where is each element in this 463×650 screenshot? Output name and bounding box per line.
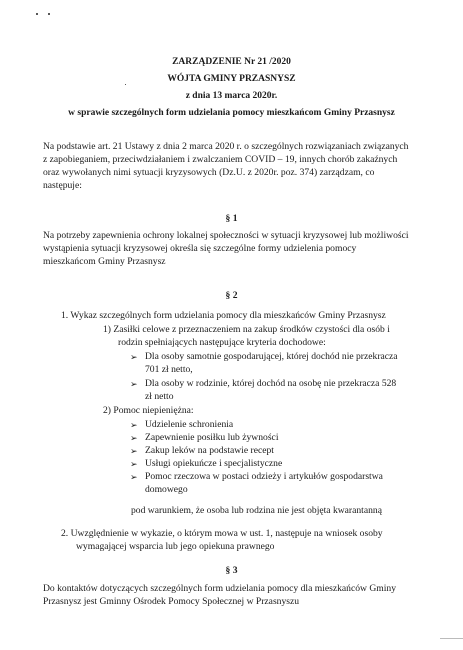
section-2-heading: § 2 <box>225 290 238 301</box>
section-3-line: Przasnysz jest Gminny Ośrodek Pomocy Społecznej w Przasnyszu <box>43 596 300 607</box>
bullet-line: Pomoc rzeczowa w postaci odzieży i artykułów gospodarstwa <box>145 471 383 482</box>
bullet-line: Zakup leków na podstawie recept <box>145 445 274 456</box>
section-2-item-2: 2. Uwzględnienie w wykazie, o którym mowa w ust. 1, następuje na wniosek osoby <box>61 528 383 539</box>
scan-edge-mark <box>440 638 463 639</box>
preamble-line: oraz wywołanych nimi sytuacji kryzysowych (Dz.U. z 2020r. poz. 374) zarządzam, co <box>43 167 375 178</box>
bullet-arrow-icon: ➢ <box>130 446 138 456</box>
section-2-item-1: 1. Wykaz szczególnych form udzielania pomocy dla mieszkańców Gminy Przasnysz <box>61 310 386 321</box>
section-1-heading: § 1 <box>225 213 238 224</box>
bullet-line: Usługi opiekuńcze i specjalistyczne <box>145 458 283 469</box>
section-1-line: wystąpienia sytuacji kryzysowej określa się szczególne formy udzielenia pomocy <box>43 243 357 254</box>
bullet-arrow-icon: ➢ <box>130 379 138 389</box>
section-2-item-2-cont: wymagającej wsparcia lub jego opiekuna prawnego <box>76 541 275 552</box>
subitem-2-label: 2) Pomoc niepieniężna: <box>103 405 194 416</box>
bullet-arrow-icon: ➢ <box>130 459 138 469</box>
subitem-1-line: rodzin spełniających następujące kryteria dochodowe: <box>118 337 326 348</box>
bullet-line: Dla osoby samotnie gospodarującej, której dochód nie przekracza <box>145 351 398 362</box>
document-subject: w sprawie szczególnych form udzielania pomocy mieszkańcom Gminy Przasnysz <box>68 108 395 118</box>
section-1-line: mieszkańcom Gminy Przasnysz <box>43 256 166 267</box>
section-3-line: Do kontaktów dotyczących szczególnych form udzielania pomocy dla mieszkańców Gminy <box>43 583 396 594</box>
bullet-line: zł netto <box>145 391 174 402</box>
section-3-heading: § 3 <box>225 565 238 576</box>
bullet-line: Udzielenie schronienia <box>145 419 234 430</box>
bullet-arrow-icon: ➢ <box>130 433 138 443</box>
condition-note: pod warunkiem, że osoba lub rodzina nie jest objęta kwarantanną <box>131 505 382 516</box>
bullet-arrow-icon: ➢ <box>130 420 138 430</box>
scan-speck <box>48 13 50 15</box>
section-1-line: Na potrzeby zapewnienia ochrony lokalnej społeczności w sytuacji kryzysowej lub możliwości <box>43 230 409 241</box>
bullet-line: 701 zł netto, <box>145 364 193 375</box>
document-title: ZARZĄDZENIE Nr 21 /2020 <box>172 57 291 67</box>
preamble-line: z zapobieganiem, przeciwdziałaniem i zwalczaniem COVID – 19, innych chorób zakaźnych <box>43 154 398 165</box>
preamble-line: Na podstawie art. 21 Ustawy z dnia 2 marca 2020 r. o szczególnych rozwiązaniach związanych <box>43 141 409 152</box>
subitem-1-line: 1) Zasiłki celowe z przeznaczeniem na zakup środków czystości dla osób i <box>103 324 390 335</box>
bullet-arrow-icon: ➢ <box>130 352 138 362</box>
bullet-arrow-icon: ➢ <box>130 472 138 482</box>
document-date: z dnia 13 marca 2020r. <box>185 91 278 101</box>
scan-speck <box>36 13 38 15</box>
preamble-line: następuje: <box>43 180 82 191</box>
bullet-line: Zapewnienie posiłku lub żywności <box>145 432 279 443</box>
bullet-line: Dla osoby w rodzinie, której dochód na osobę nie przekracza 528 <box>145 378 397 389</box>
issuer: WÓJTA GMINY PRZASNYSZ <box>167 74 296 84</box>
bullet-line: domowego <box>145 484 188 495</box>
